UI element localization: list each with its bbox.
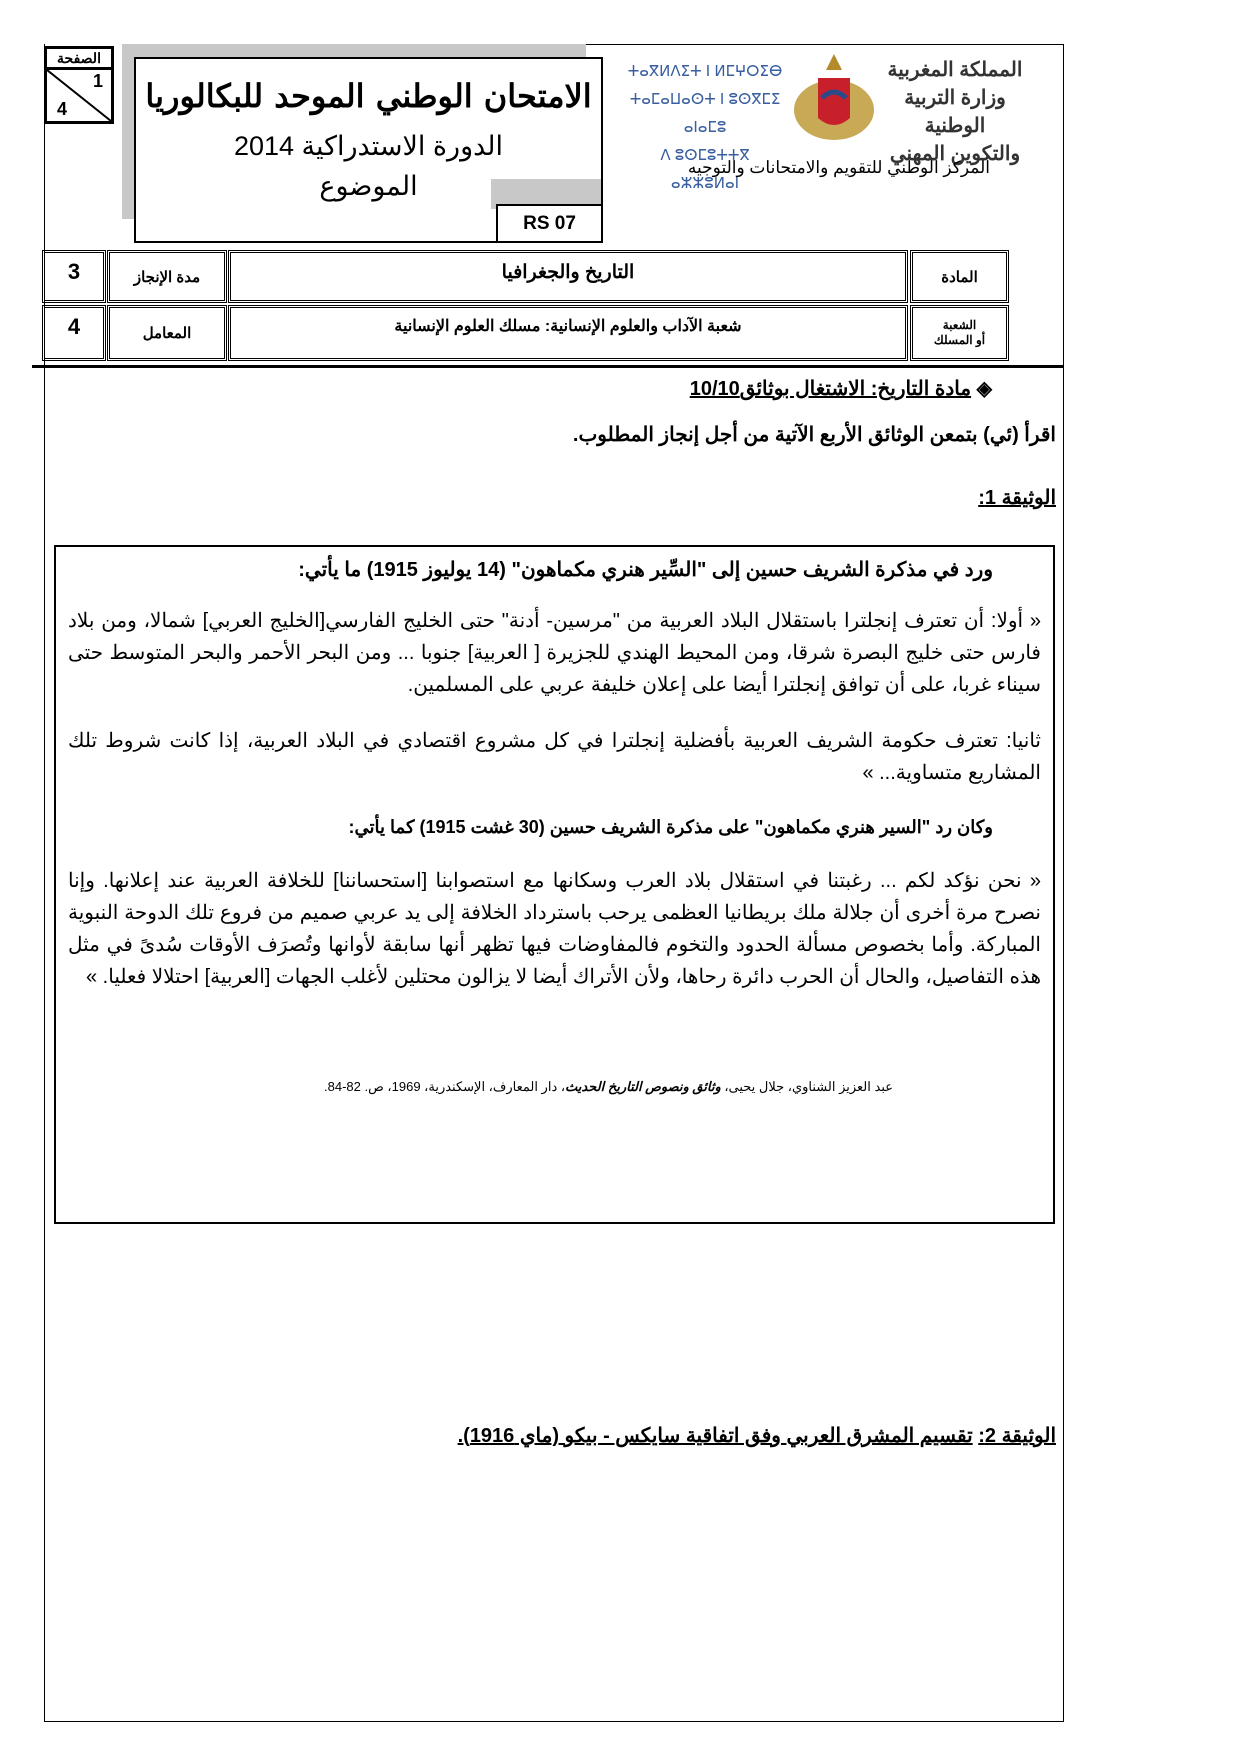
doc1-label: الوثيقة 1: xyxy=(978,487,1056,509)
subject-label-cell xyxy=(910,250,1009,303)
branch-value-text: شعبة الآداب والعلوم الإنسانية: مسلك العلوم الإنسانية xyxy=(394,318,742,335)
subject-label-text: المادة xyxy=(941,268,978,286)
duration-value-cell xyxy=(42,250,106,303)
doc1-paragraph-2: ثانيا: تعترف حكومة الشريف العربية بأفضلية إنجلترا في كل مشروع اقتصادي في البلاد العربية، إذا كانت شروط تلك المشاريع متساوية... » xyxy=(68,730,1041,784)
page-current: 1 xyxy=(92,71,103,91)
coef-label-cell xyxy=(107,305,227,361)
page-frame-right xyxy=(1063,44,1064,1722)
subject-label: الموضوع xyxy=(319,171,418,201)
doc1-source xyxy=(324,1079,893,1095)
duration-value-text: 3 xyxy=(67,259,81,284)
doc2-label: الوثيقة 2: xyxy=(978,1425,1056,1447)
duration-label-cell xyxy=(107,250,227,303)
ministry-text xyxy=(880,56,1030,168)
doc1-paragraph-1: « أولا: أن تعترف إنجلترا باستقلال البلاد العربية من "مرسين- أدنة" حتى الخليج الفارسي[الخليج العربي] شمالا، ومن بلاد فارس حتى خليج البصرة شرقا، ومن المحيط الهندي للجزيرة [ العربية] جنوبا ... ومن البحر الأحمر والبحر المتوسط حتى سيناء غربا، على أن توافق إنجلترا أيضا على إعلان خليفة عربي على المسلمين. xyxy=(68,610,1041,696)
page-frame-bottom xyxy=(44,1721,1064,1722)
doc1-intro-1: ورد في مذكرة الشريف حسين إلى "السِّير هنري مكماهون" (14 يوليوز 1915) ما يأتي: xyxy=(298,559,993,581)
coef-value-cell xyxy=(42,305,106,361)
subject-value-cell xyxy=(228,250,908,303)
coef-label-text: المعامل xyxy=(142,325,192,342)
exam-code: RS 07 xyxy=(496,204,603,243)
exam-title: الامتحان الوطني الموحد للبكالوريا xyxy=(145,77,592,115)
tifinagh-line: ⴷ ⵓⵙⵎⵓⵜⵜⴳ ⴰⵣⵣⵓⵍⴰⵏ xyxy=(660,147,750,192)
title-box xyxy=(134,57,603,243)
ministry-line: المملكة المغربية xyxy=(887,59,1023,81)
tifinagh-line: ⵜⴰⵎⴰⵡⴰⵙⵜ ⵏ ⵓⵙⴳⵎⵉ ⴰⵏⴰⵎⵓ xyxy=(629,91,781,136)
duration-label-text: مدة الإنجاز xyxy=(133,268,201,286)
page-number-box xyxy=(44,46,114,124)
branch-label-cell xyxy=(910,305,1009,361)
source-title: وثائق ونصوص التاريخ الحديث xyxy=(565,1079,721,1094)
source-authors: عبد العزيز الشناوي، جلال يحيى، xyxy=(720,1079,893,1094)
doc1-paragraph-3: « نحن نؤكد لكم ... رغبتنا في استقلال بلاد العرب وسكانها مع استصوابنا [استحساننا] للخلافة العربية عند إعلانها. وإنا نصرح مرة أخرى أن جلالة ملك بريطانيا العظمى يرحب باسترداد الخلافة إلى يد عربي صميم من فروع تلك الدوحة النبوية المباركة. وأما بخصوص مسألة الحدود والتخوم فالمفاوضات فيها تظهر أنها سابقة لأوانها وتُصرَف الأوقات سُدىً في مثل هذه التفاصيل، والحال أن الحرب دائرة رحاها، ولأن الأتراك أيضا لا يزالون محتلين لأغلب الجهات [العربية] احتلالا فعليا. » xyxy=(68,870,1041,988)
source-details: ، دار المعارف، الإسكندرية، 1969، ص. 82-84. xyxy=(323,1079,566,1094)
branch-label-text: الشعبة xyxy=(942,318,977,332)
section-title xyxy=(690,376,992,401)
doc2-title: تقسيم المشرق العربي وفق اتفاقية سايكس - بيكو (ماي 1916). xyxy=(457,1425,973,1447)
doc2-heading xyxy=(458,1423,1056,1448)
ministry-line: والتكوين المهني xyxy=(889,143,1021,165)
diamond-bullet-icon: ◈ xyxy=(971,378,992,400)
document-1-box xyxy=(54,545,1055,1224)
subject-value-text: التاريخ والجغرافيا xyxy=(501,262,635,283)
coef-value-text: 4 xyxy=(67,314,81,339)
ministry-line: وزارة التربية الوطنية xyxy=(904,87,1006,137)
doc1-intro-2: وكان رد "السير هنري مكماهون" على مذكرة الشريف حسين (30 غشت 1915) كما يأتي: xyxy=(348,817,993,837)
section-title-text: مادة التاريخ: الاشتغال بوثائق10/10 xyxy=(689,378,972,400)
branch-value-cell xyxy=(228,305,908,361)
session-title: الدورة الاستدراكية 2014 xyxy=(233,131,504,161)
page-label: الصفحة xyxy=(47,49,111,70)
instruction: اقرأ (ئي) بتمعن الوثائق الأربع الآتية من أجل إنجاز المطلوب. xyxy=(572,424,1056,446)
tifinagh-line: ⵜⴰⴳⵍⴷⵉⵜ ⵏ ⵍⵎⵖⵔⵉⴱ xyxy=(627,63,783,80)
coat-of-arms-icon xyxy=(788,48,880,144)
center-name: المركز الوطني للتقويم والامتحانات والتوجيه xyxy=(687,158,990,177)
page-total: 4 xyxy=(57,99,68,119)
header-divider xyxy=(32,365,1064,368)
branch-label-text: أو المسلك xyxy=(933,333,986,347)
